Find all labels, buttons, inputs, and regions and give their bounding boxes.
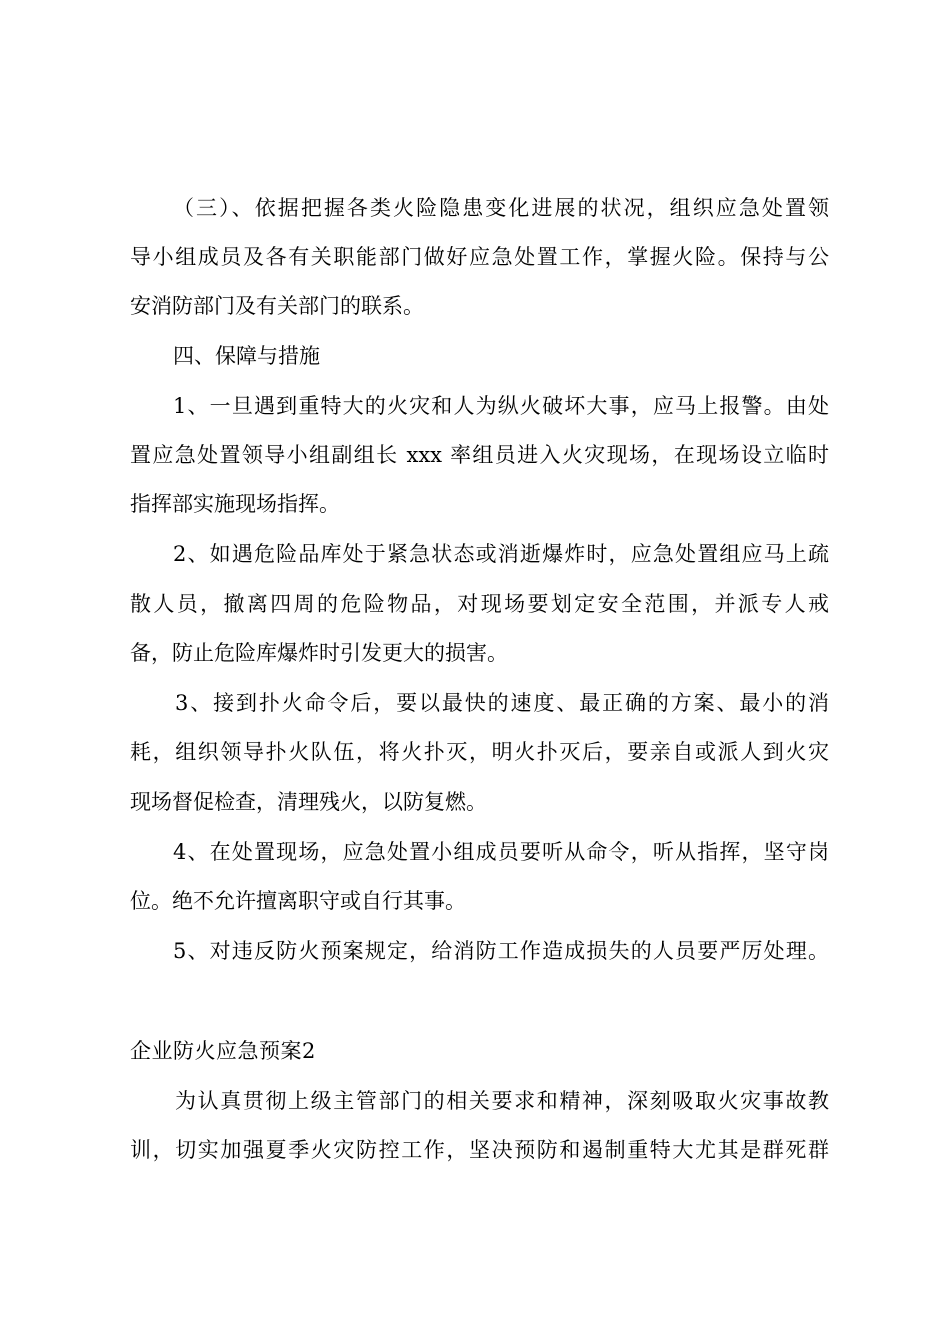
paragraph-line: 为认真贯彻上级主管部门的相关要求和精神，深刻吸取火灾事故教 (175, 1089, 829, 1113)
paragraph-line: 散人员，撤离四周的危险物品，对现场要划定安全范围，并派专人戒 (130, 592, 829, 616)
paragraph-line: 1、一旦遇到重特大的火灾和人为纵火破坏大事，应马上报警。由处 (173, 394, 829, 418)
document-title: 企业防火应急预案2 (130, 1039, 316, 1063)
paragraph-line: 训，切实加强夏季火灾防控工作，坚决预防和遏制重特大尤其是群死群 (130, 1138, 829, 1162)
paragraph-line: 置应急处置领导小组副组长 xxx 率组员进入火灾现场，在现场设立临时 (130, 443, 829, 467)
paragraph-line: 4、在处置现场，应急处置小组成员要听从命令，听从指挥，坚守岗 (173, 840, 829, 864)
paragraph-line: 5、对违反防火预案规定，给消防工作造成损失的人员要严厉处理。 (173, 939, 829, 963)
paragraph-line: 现场督促检查，清理残火，以防复燃。 (130, 790, 487, 814)
paragraph-line: 3、接到扑火命令后，要以最快的速度、最正确的方案、最小的消 (175, 691, 829, 715)
section-heading: 四、保障与措施 (173, 344, 320, 368)
paragraph-line: 位。绝不允许擅离职守或自行其事。 (130, 889, 466, 913)
paragraph-line: 指挥部实施现场指挥。 (130, 492, 340, 516)
paragraph-line: （三）、依据把握各类火险隐患变化进展的状况，组织应急处置领 (173, 196, 829, 220)
paragraph-line: 耗，组织领导扑火队伍，将火扑灭，明火扑灭后，要亲自或派人到火灾 (130, 740, 829, 764)
paragraph-line: 2、如遇危险品库处于紧急状态或消逝爆炸时，应急处置组应马上疏 (173, 542, 829, 566)
paragraph-line: 导小组成员及各有关职能部门做好应急处置工作，掌握火险。保持与公 (130, 245, 829, 269)
paragraph-line: 安消防部门及有关部门的联系。 (130, 294, 424, 318)
paragraph-line: 备，防止危险库爆炸时引发更大的损害。 (130, 641, 508, 665)
